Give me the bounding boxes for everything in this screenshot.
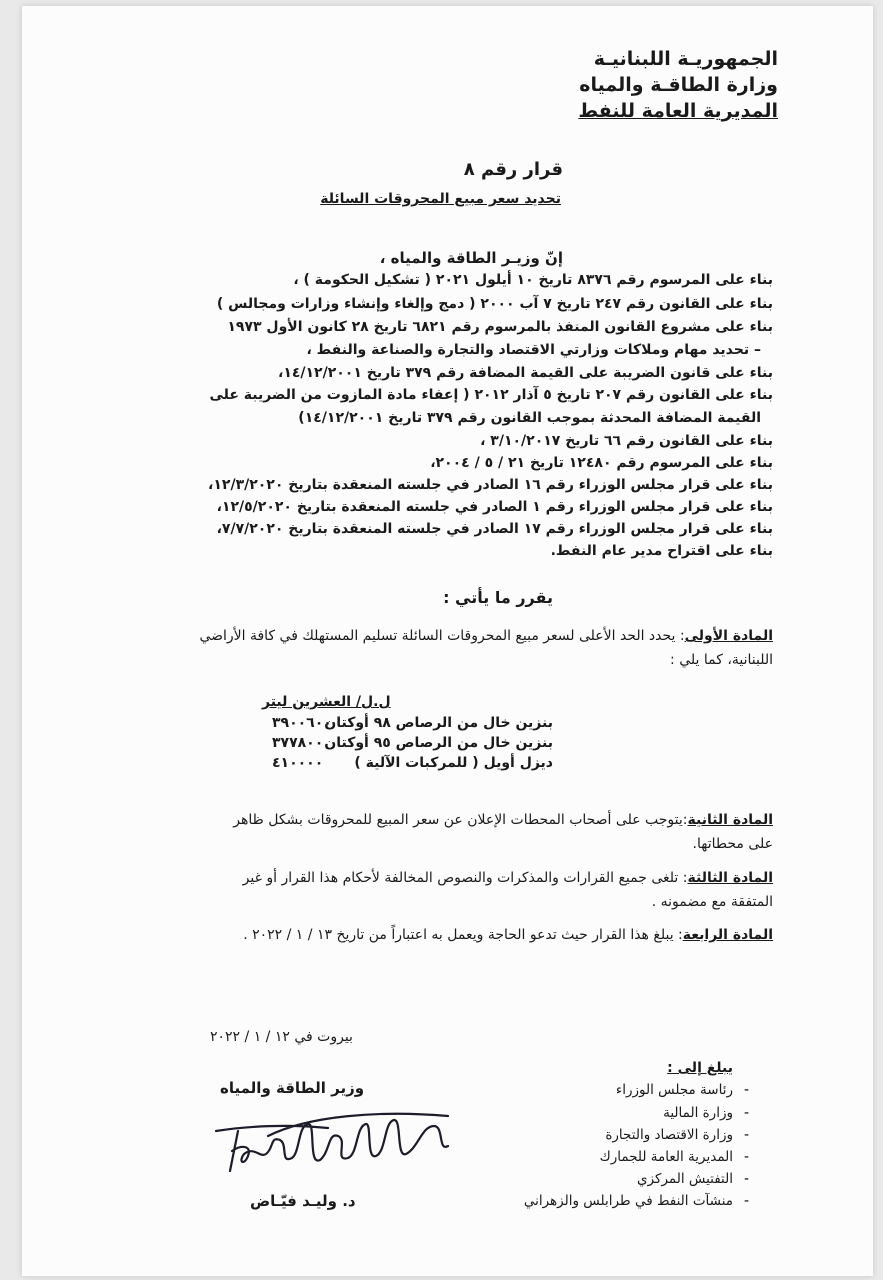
distribution-item: وزارة الاقتصاد والتجارة (605, 1127, 733, 1143)
price-row-product: بنزين خال من الرصاص ٩٥ أوكتان (324, 735, 553, 751)
article-4-text: : يبلغ هذا القرار حيث تدعو الحاجة ويعمل به اعتباراً من تاريخ ١٣ / ١ / ٢٠٢٢ . (243, 927, 683, 943)
article-1-label: المادة الأولى (684, 628, 773, 644)
distribution-item: رئاسة مجلس الوزراء (615, 1082, 733, 1098)
preamble-line: بناء على المرسوم رقم ١٢٤٨٠ تاريخ ٢١ / ٥ / ٢٠٠٤، (430, 455, 773, 471)
bullet-dash-icon: - (743, 1149, 749, 1165)
article-1-line-1 (199, 628, 773, 644)
price-row-value: ٣٩٠٠٦٠٠ (272, 715, 332, 731)
distribution-item: منشآت النفط في طرابلس والزهراني (523, 1193, 733, 1209)
bullet-dash-icon: - (743, 1105, 749, 1121)
distribution-item: المديرية العامة للجمارك (599, 1149, 733, 1165)
article-2-text: :يتوجب على أصحاب المحطات الإعلان عن سعر المبيع للمحروقات بشكل ظاهر (233, 812, 688, 828)
bullet-dash-icon: - (743, 1171, 749, 1187)
price-unit-header: ل.ل/ العشرين ليتر (262, 694, 391, 710)
preamble-line: – تحديد مهام وملاكات وزارتي الاقتصاد والتجارة والصناعة والنفط ، (306, 342, 761, 358)
article-1-text: : يحدد الحد الأعلى لسعر مبيع المحروقات السائلة تسليم المستهلك في كافة الأراضي (199, 628, 685, 644)
decision-subtitle: تحديد سعر مبيع المحروقات السائلة (320, 191, 561, 207)
preamble-line: بناء على القانون رقم ٢٤٧ تاريخ ٧ آب ٢٠٠٠ ( دمج وإلغاء وإنشاء وزارات ومجالس ) (216, 296, 773, 312)
preamble-line: بناء على قرار مجلس الوزراء رقم ١٧ الصادر في جلسته المنعقدة بتاريخ ٧/٧/٢٠٢٠، (216, 521, 773, 537)
article-4-label: المادة الرابعة (682, 927, 773, 943)
bullet-dash-icon: - (743, 1127, 749, 1143)
letterhead-directorate (578, 98, 778, 124)
minister-intro: إنّ وزيـر الطاقة والمياه ، (379, 249, 563, 267)
preamble-line: بناء على اقتراح مدير عام النفط. (550, 543, 773, 559)
article-1-line-2: اللبنانية، كما يلي : (670, 652, 773, 668)
article-2-line-1 (233, 812, 773, 828)
signature-name: د. وليـد فيّـاض (250, 1192, 356, 1210)
preamble-line: بناء على قرار مجلس الوزراء رقم ١ الصادر في جلسته المنعقدة بتاريخ ١٢/٥/٢٠٢٠، (216, 499, 773, 515)
distribution-item: التفتيش المركزي (637, 1171, 733, 1187)
preamble-line: بناء على مشروع القانون المنفذ بالمرسوم رقم ٦٨٢١ تاريخ ٢٨ كانون الأول ١٩٧٣ (227, 319, 773, 335)
letterhead-directorate-text: المديرية العامة للنفط (578, 100, 778, 122)
bullet-dash-icon: - (743, 1193, 749, 1209)
distribution-item: وزارة المالية (663, 1105, 733, 1121)
price-row-value: ٣٧٧٨٠٠ (272, 735, 324, 751)
signature-title: وزير الطاقة والمياه (220, 1079, 365, 1097)
article-3-text: : تلغى جميع القرارات والمذكرات والنصوص المخالفة لأحكام هذا القرار أو غير (242, 870, 688, 886)
article-3-line-1 (243, 870, 773, 886)
bullet-dash-icon: - (743, 1082, 749, 1098)
distribution-heading: يبلغ إلى : (667, 1060, 733, 1076)
preamble-line: القيمة المضافة المحدثة بموجب القانون رقم ٣٧٩ تاريخ ١٤/١٢/٢٠٠١) (298, 410, 761, 426)
letterhead-republic: الجمهوريـة اللبنانيـة (593, 48, 778, 70)
handwritten-signature (208, 1096, 468, 1186)
preamble-line: بناء على قانون الضريبة على القيمة المضافة رقم ٣٧٩ تاريخ ١٤/١٢/٢٠٠١، (277, 365, 773, 381)
price-row-value: ٤١٠٠٠٠ (272, 755, 324, 771)
decision-title: قرار رقم ٨ (463, 159, 563, 180)
article-2-line-2: على محطاتها. (692, 836, 773, 852)
preamble-line: بناء على المرسوم رقم ٨٣٧٦ تاريخ ١٠ أيلول ٢٠٢١ ( تشكيل الحكومة ) ، (293, 272, 773, 288)
document-page (22, 6, 873, 1276)
letterhead-ministry: وزارة الطاقـة والمياه (579, 74, 778, 96)
article-2-label: المادة الثانية (687, 812, 773, 828)
price-row-product: ديزل أويل ( للمركبات الآلية ) (354, 755, 553, 771)
price-row-product: بنزين خال من الرصاص ٩٨ أوكتان (324, 715, 553, 731)
date-line: بيروت في ١٢ / ١ / ٢٠٢٢ (210, 1029, 353, 1045)
preamble-line: بناء على قرار مجلس الوزراء رقم ١٦ الصادر في جلسته المنعقدة بتاريخ ١٢/٣/٢٠٢٠، (208, 477, 773, 493)
article-4-line-1 (243, 927, 773, 943)
decides-heading: يقرر ما يأتي : (443, 588, 553, 607)
article-3-line-2: المتفقة مع مضمونه . (651, 894, 773, 910)
preamble-line: بناء على القانون رقم ٢٠٧ تاريخ ٥ آذار ٢٠١٢ ( إعفاء مادة المازوت من الضريبة على (209, 387, 773, 403)
article-3-label: المادة الثالثة (687, 870, 773, 886)
preamble-line: بناء على القانون رقم ٦٦ تاريخ ٣/١٠/٢٠١٧ ، (480, 433, 773, 449)
